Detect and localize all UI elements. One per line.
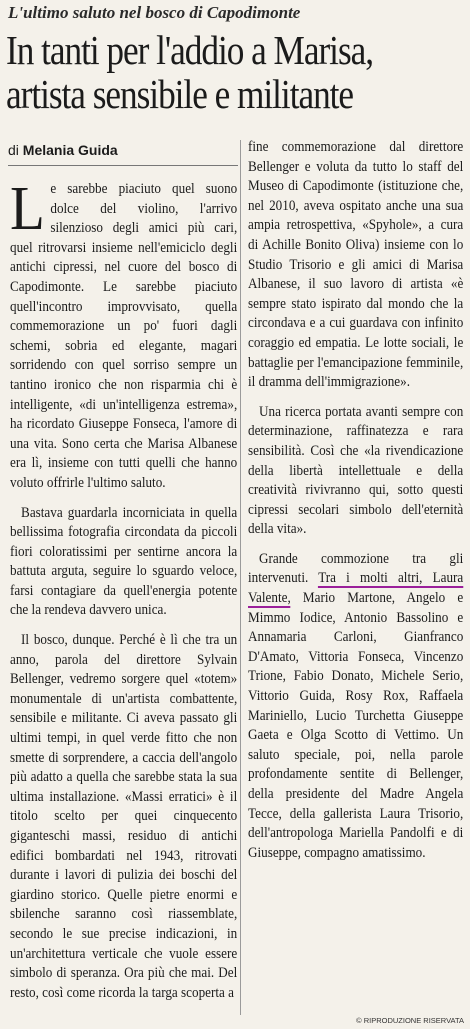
paragraph-1 xyxy=(10,175,238,494)
byline-prefix: di xyxy=(8,142,19,158)
paragraph-5 xyxy=(248,550,463,864)
kicker: L'ultimo saluto nel bosco di Capodimonte xyxy=(8,3,301,22)
copyright-notice: © RIPRODUZIONE RISERVATA xyxy=(356,1016,464,1025)
drop-cap: L xyxy=(10,175,45,243)
paragraph-5-rest: Mario Martone, Angelo e Mimmo Iodice, Antonio Bassolino e Annamaria Carloni, Gianfranco D'Amato, Vittoria Fonseca, Vincenzo Trione, Fabio Donato, Michele Serio, Vittorio Guida, Rosy Rox, Raffaela Mariniello, Lucio Turchetta Giuseppe Gaeta e Olga Scotto di Vettimo. Un saluto speciale, poi, nella parole profondamente sentite di Bellenger, della presidente del Madre Angela Tecce, della gallerista Laura Trisorio, dell'antropologa Mariella Pandolfi e di Giuseppe, compagno amatissimo. xyxy=(248,590,464,861)
paragraph-3-continued: fine commemorazione dal direttore Bellenger e voluta da tutto lo staff del Museo di Capodimonte (istituzione che, nel 2010, aveva ospitato anche una sua ampia retrospettiva, «Spyhole», a cura di Achille Bonito Oliva) insieme con lo Studio Trisorio e gli amici di Marisa Albanese, il suo lavoro di artista «è sempre stato ispirato dal mondo che la circondava e a cui guardava con infinito coraggio ed empatia. Le lotte sociali, le battaglie per l'emancipazione femminile, il dramma dell'immigrazione». xyxy=(248,139,464,391)
column-right xyxy=(248,138,463,873)
column-divider xyxy=(240,140,241,1015)
byline-rule xyxy=(8,165,238,166)
paragraph-2: Bastava guardarla incorniciata in quella bellissima fotografia circondata da piccoli fiori coloratissimi per sentirne ancora la battuta arguta, seguire lo sguardo veloce, farsi contagiare da quell'energia potente che la rendeva davvero unica. xyxy=(10,504,238,619)
paragraph-4: Una ricerca portata avanti sempre con determinazione, raffinatezza e rara sensibilità. Così che «la rivendicazione della libertà intellettuale e della creatività rivivranno qui, sotto questi cipressi secolari simbolo dell'eternità della vita». xyxy=(248,403,464,538)
highlighted-text: Tra i molti altri, Laura Valente, xyxy=(248,570,464,607)
headline xyxy=(6,28,402,116)
paragraph-3: Il bosco, dunque. Perché è lì che tra un anno, parola del direttore Sylvain Bellenger, vedremo sorgere quel «totem» monumentale di un'artista combattente, sensibile e militante. Ci aveva passato gli ultimi tempi, in quel verde fitto che non smette di sorprendere, a caccia dell'angolo più adatto a quella che sarebbe stata la sua ultima installazione. «Massi erratici» è il titolo scelto per quei cinquecento giganteschi massi, residuo di antichi edifici bombardati nel 1943, ritrovati durante i lavori di pulizia dei boschi del giardino storico. Quelle pietre enormi e sbilenche saranno così riassemblate, secondo le sue precise indicazioni, in un'architettura verticale che vuole essere simbolo di speranza. Ora più che mai. Del resto, così come ricorda la targa scoperta a xyxy=(10,632,238,1001)
byline-author: Melania Guida xyxy=(22,142,118,158)
paragraph-5-start: Grande commozione tra gli intervenuti. xyxy=(248,550,464,587)
column-left xyxy=(10,175,238,1013)
paragraph-1-text: e sarebbe piaciuto quel suono dolce del violino, l'arrivo silenzioso degli amici più cari, quel ritrovarsi insieme nell'emiciclo degli antichi cipressi, nel cuore del bosco di Capodimonte. Le sarebbe piaciuto quell'incontro improvvisato, quella commemorazione un po' fuori dagli schemi, sobria ed elegante, magari sorridendo con quel sorriso sempre un tantino ironico che non risparmia chi è intelligente, «di un'intelligenza estrema», ha ricordato Giuseppe Fonseca, l'amore di una vita. Sono certa che Marisa Albanese era lì, insieme con tutti quelli che hanno voluto offrirle l'ultimo saluto. xyxy=(10,181,238,491)
headline-line-1: In tanti per l'addio a Marisa, xyxy=(6,27,374,73)
byline xyxy=(8,142,118,158)
headline-line-2: artista sensibile e militante xyxy=(6,71,354,117)
